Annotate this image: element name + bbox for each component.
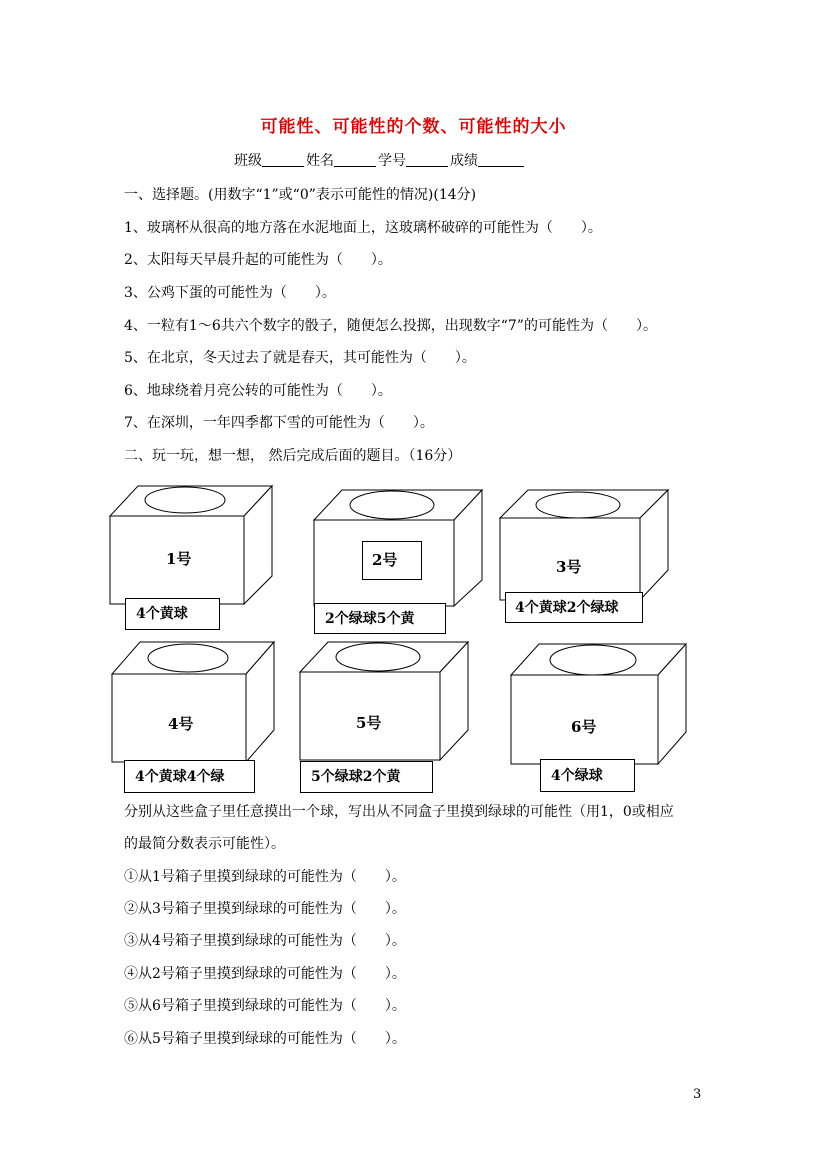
box-2-contents: 2个绿球5个黄 [314,603,446,634]
class-label: 班级 [234,153,262,169]
box-2-number: 2号 [372,551,398,569]
box-3-drawing [500,490,668,600]
question-1-1: 1、玻璃杯从很高的地方落在水泥地面上，这玻璃杯破碎的可能性为（ ）。 [124,220,602,236]
box-5-drawing [300,642,468,760]
question-2-5: ⑤从6号箱子里摸到绿球的可能性为（ ）。 [124,998,406,1014]
box-1-drawing [110,486,272,604]
box-5-number: 5号 [356,714,382,732]
page-number: 3 [693,1087,702,1102]
section2-heading: 二、玩一玩，想一想， 然后完成后面的题目。（16分） [124,448,462,464]
score-label: 成绩 [450,153,478,169]
box-1-contents: 4个黄球 [125,598,220,630]
question-2-1: ①从1号箱子里摸到绿球的可能性为（ ）。 [124,869,406,885]
question-2-4: ④从2号箱子里摸到绿球的可能性为（ ）。 [124,966,406,982]
question-1-2: 2、太阳每天早晨升起的可能性为（ ）。 [124,252,392,268]
box-3-contents: 4个黄球2个绿球 [505,592,643,623]
box-4-drawing [112,642,274,762]
question-1-3: 3、公鸡下蛋的可能性为（ ）。 [124,285,336,301]
box-6-contents: 4个绿球 [540,759,635,792]
question-2-3: ③从4号箱子里摸到绿球的可能性为（ ）。 [124,933,406,949]
page-title: 可能性、可能性的个数、可能性的大小 [260,117,567,137]
box-6-drawing [511,644,686,764]
box-1-number: 1号 [166,550,192,568]
question-2-2: ②从3号箱子里摸到绿球的可能性为（ ）。 [124,901,406,917]
question-1-6: 6、地球绕着月亮公转的可能性为（ ）。 [124,383,392,399]
question-1-5: 5、在北京，冬天过去了就是春天，其可能性为（ ）。 [124,350,476,366]
question-2-6: ⑥从5号箱子里摸到绿球的可能性为（ ）。 [124,1031,406,1047]
box-4-contents: 4个黄球4个绿 [124,760,255,793]
instruction-line-2: 的最简分数表示可能性）。 [124,836,285,852]
section1-heading: 一、选择题。(用数字“1”或“0”表示可能性的情况)(14分) [124,187,477,203]
question-1-7: 7、在深圳，一年四季都下雪的可能性为（ ）。 [124,415,434,431]
question-1-4: 4、一粒有1～6共六个数字的骰子，随便怎么投掷，出现数字“7”的可能性为（ ）。 [124,318,657,334]
instruction-line-1: 分别从这些盒子里任意摸出一个球，写出从不同盒子里摸到绿球的可能性（用1，0或相应 [124,804,674,820]
box-4-number: 4号 [168,715,194,733]
box-5-contents: 5个绿球2个黄 [300,761,433,793]
name-label: 姓名 [306,153,334,169]
box-6-number: 6号 [571,718,597,736]
id-label: 学号 [378,153,406,169]
box-3-number: 3号 [556,558,582,576]
